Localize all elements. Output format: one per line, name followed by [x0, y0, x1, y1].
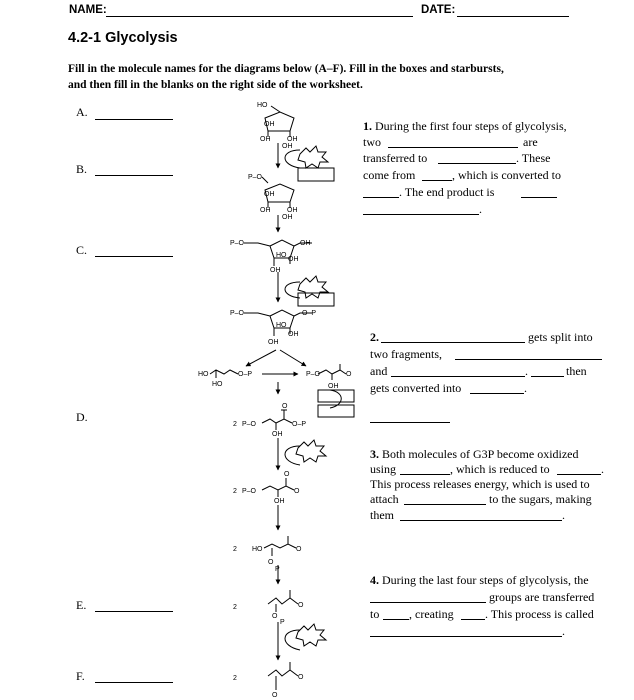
pg3-o-top: O — [284, 471, 290, 478]
q4-line-4-end: . — [562, 624, 565, 638]
instructions-line-2: and then fill in the blanks on the right side of the worksheet. — [68, 79, 363, 91]
pg3-coef: 2 — [233, 488, 237, 495]
instructions-line-1: Fill in the molecule names for the diagrams below (A–F). Fill in the boxes and starbursts, — [68, 63, 504, 75]
page-title: 4.2-1 Glycolysis — [68, 30, 178, 46]
q4-line-2-end: groups are transferred — [489, 590, 595, 604]
q3-line-2-mid: , which is reduced to — [450, 462, 550, 476]
pg3-p-o: P–O — [242, 488, 257, 495]
d-oh-bottom: OH — [288, 331, 299, 338]
pyr-o-low: O — [272, 692, 278, 699]
q2-blank-6[interactable] — [370, 422, 450, 423]
q3-line-3: This process releases energy, which is used to — [370, 477, 590, 491]
q3-blank-2[interactable] — [557, 474, 601, 475]
d-ho: HO — [276, 322, 287, 329]
q3-blank-1[interactable] — [400, 474, 450, 475]
dhap-o-p: O–P — [238, 371, 253, 378]
q3-line-2-start: using — [370, 462, 397, 476]
answer-box-2 — [298, 293, 334, 306]
dhap-ho-low: HO — [212, 381, 223, 388]
pg2-o-p: O — [268, 559, 274, 566]
q4-line-3-mid: , creating — [409, 607, 454, 621]
bpg-coef: 2 — [233, 421, 237, 428]
q2-line-2-start: two fragments, — [370, 347, 442, 361]
q1-blank-5[interactable] — [521, 197, 557, 198]
q4-blank-3[interactable] — [461, 619, 485, 620]
q1-line-2-end: are — [523, 135, 538, 149]
q2-blank-3[interactable] — [391, 376, 525, 377]
pep-p: P — [280, 619, 285, 626]
label-a: A. — [76, 105, 88, 119]
d-o-p: O–P — [302, 310, 317, 317]
q1-line-5-text: . The end product is — [399, 185, 495, 199]
c-ho: HO — [276, 252, 287, 259]
b-p-o: P–O — [248, 174, 263, 181]
q2-blank-4[interactable] — [531, 376, 564, 377]
q3-blank-3[interactable] — [404, 504, 486, 505]
pg2-ho: HO — [252, 546, 263, 553]
q1-line-3-end: . These — [516, 151, 551, 165]
label-c: C. — [76, 243, 88, 257]
q2-line-3-start: and — [370, 364, 388, 378]
q1-blank-4[interactable] — [363, 197, 399, 198]
pyr-coef: 2 — [233, 675, 237, 682]
q1-line-3-start: transferred to — [363, 151, 428, 165]
pg2-p: P — [275, 566, 280, 573]
label-e: E. — [76, 598, 87, 612]
a-ho: HO — [257, 102, 268, 109]
q1-number: 1. — [363, 119, 372, 133]
q2-line-1-end: gets split into — [528, 330, 593, 344]
answer-box-4 — [318, 405, 354, 417]
q4-blank-2[interactable] — [383, 619, 409, 620]
q1-line-6-end: . — [479, 202, 482, 216]
q2-blank-5[interactable] — [470, 393, 524, 394]
q2-line-4-end: . — [524, 381, 527, 395]
q3-blank-4[interactable] — [400, 520, 562, 521]
bpg-o: O — [282, 403, 288, 410]
c-oh-low: OH — [270, 267, 281, 274]
q3-line-2-end: . — [601, 462, 604, 476]
q2-line-3-mid: . — [525, 364, 528, 378]
b-oh-right: OH — [287, 207, 298, 214]
b-oh-ring: OH — [264, 191, 275, 198]
pg3-oh: OH — [274, 498, 285, 505]
q4-number: 4. — [370, 573, 379, 587]
d-p-o: P–O — [230, 310, 245, 317]
q1-blank-1[interactable] — [388, 147, 518, 148]
starburst-3 — [296, 440, 326, 462]
label-b: B. — [76, 162, 88, 176]
pg2-coef: 2 — [233, 546, 237, 553]
c-p-o: P–O — [230, 240, 245, 247]
answer-box-1 — [298, 168, 334, 181]
q1-blank-2[interactable] — [438, 163, 516, 164]
name-label: NAME: — [69, 4, 107, 16]
b-oh-left: OH — [260, 207, 271, 214]
date-label: DATE: — [421, 4, 456, 16]
q2-line-3-end: then — [566, 364, 587, 378]
starburst-1 — [298, 146, 328, 168]
pep-o: O — [298, 602, 304, 609]
bpg-p-o: P–O — [242, 421, 257, 428]
q4-line-3-end: . This process is called — [485, 607, 594, 621]
q4-blank-1[interactable] — [370, 602, 486, 603]
q3-line-4-start: attach — [370, 492, 399, 506]
q2-line-4-start: gets converted into — [370, 381, 462, 395]
pg3-o: O — [294, 488, 300, 495]
pyr-o: O — [298, 674, 304, 681]
q2-number: 2. — [370, 330, 379, 344]
q1-line-4-start: come from — [363, 168, 416, 182]
g3p-oh: OH — [328, 383, 339, 390]
q1-blank-3[interactable] — [422, 180, 452, 181]
starburst-4 — [296, 624, 326, 646]
a-oh-ring: OH — [264, 121, 275, 128]
q3-line-1: 3. Both molecules of G3P become oxidized — [370, 447, 579, 461]
c-oh-right: OH — [300, 240, 311, 247]
q1-line-4-end: , which is converted to — [452, 168, 561, 182]
a-oh-bottom: OH — [282, 143, 293, 150]
bpg-oh: OH — [272, 431, 283, 438]
bpg-o-p: O–P — [292, 421, 307, 428]
g3p-o: O — [346, 371, 352, 378]
pg2-o: O — [296, 546, 302, 553]
q1-line-1: 1. During the first four steps of glycolysis, — [363, 119, 567, 133]
label-d: D. — [76, 410, 88, 424]
q4-blank-4[interactable] — [370, 636, 562, 637]
q1-blank-6[interactable] — [363, 214, 479, 215]
d-oh-low: OH — [268, 339, 279, 346]
a-oh-left: OH — [260, 136, 271, 143]
g3p-p-o: P–O — [306, 371, 321, 378]
b-oh-bottom: OH — [282, 214, 293, 221]
pep-o-p: O — [272, 613, 278, 620]
q2-blank-1[interactable] — [381, 342, 525, 343]
q4-line-3-start: to — [370, 607, 380, 621]
q3-line-5-start: them — [370, 508, 394, 522]
q3-line-5-end: . — [562, 508, 565, 522]
q1-line-2-start: two — [363, 135, 381, 149]
q4-line-1: 4. During the last four steps of glycolysis, the — [370, 573, 589, 587]
a-oh-right: OH — [287, 136, 298, 143]
q3-line-4-end: to the sugars, making — [489, 492, 592, 506]
q2-blank-2[interactable] — [455, 359, 602, 360]
dhap-ho: HO — [198, 371, 209, 378]
pep-coef: 2 — [233, 604, 237, 611]
c-oh-bottom: OH — [288, 256, 299, 263]
starburst-2 — [298, 276, 328, 298]
q3-number: 3. — [370, 447, 379, 461]
label-f: F. — [76, 669, 85, 683]
